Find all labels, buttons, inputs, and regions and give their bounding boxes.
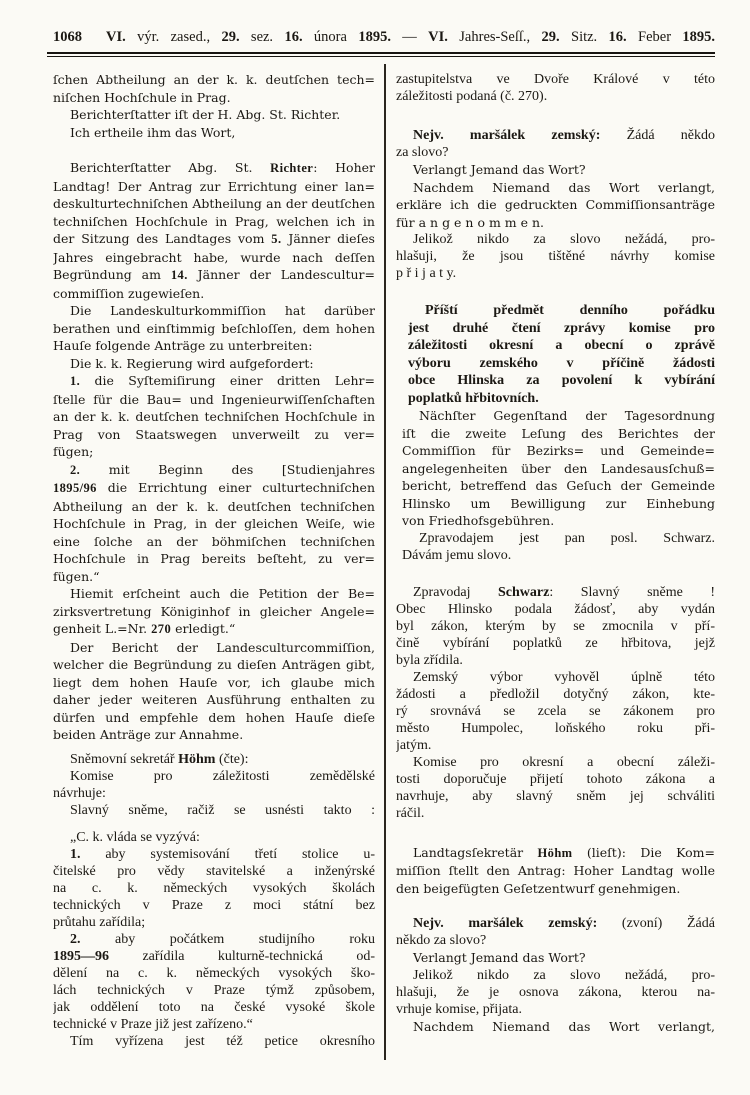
paragraph (396, 967, 715, 1018)
paragraph (53, 355, 375, 373)
text-line: tosti doporučuje přijetí tohoto zákona a (396, 771, 715, 787)
text-line: město Humpolec, loňského roku při- (396, 720, 715, 736)
text-line: dělení na c. k. německých vysokých ško- (53, 965, 375, 981)
paragraph (53, 829, 375, 846)
text-line: daher jeder weiteren Ausführung enthalten zu (53, 692, 375, 707)
text-line: niſchen Hochſchule in Prag. (53, 89, 231, 105)
text-line: Hlinsko um Bewilligung zur Einhebung (402, 495, 715, 511)
text-line: an der k. k. deutſchen techniſchen Hochſchule in (53, 409, 375, 424)
text-line: vrhuje komise, přijata. (396, 1001, 522, 1017)
text-line: ſchen Abtheilung an der k. k. deutſchen tech= (53, 72, 375, 87)
text-line: rý srovnává se zcela se zákonem pro (396, 703, 715, 719)
paragraph (53, 931, 375, 1033)
text-line: beiden Anträge zur Annahme. (53, 727, 244, 742)
paragraph (53, 461, 375, 586)
text-line: průtahu zařídila; (53, 914, 146, 930)
text-line: der Sitzung des Landtages vom 5. Jänner dieſes (53, 231, 375, 246)
text-line: Berichterſtatter Abg. St. Richter: Hoher (70, 160, 375, 175)
text-line: jest druhé čtení zprávy komise pro (408, 320, 715, 336)
text-line: čitelské pro vědy stavitelské a inženýrské (53, 863, 375, 879)
text-line: welcher die Begründung zu dieſen Anträgen gibt, (53, 657, 375, 672)
text-line: Hauſe folgende Anträge zu unterbreiten: (53, 338, 313, 353)
text-line: jak oddělení toto na české vysoké škole (53, 999, 375, 1015)
paragraph (396, 949, 715, 967)
paragraph (396, 179, 715, 232)
text-line: Zpravodajem jest pan posl. Schwarz. (419, 530, 715, 546)
paragraph (53, 1033, 375, 1050)
text-line: hlašuji, že jsou tištěné návrhy komise (396, 249, 715, 264)
text-line: zirksvertretung Königinhof in gleicher Angele= (53, 603, 375, 619)
paragraph (53, 372, 375, 461)
text-line: Hochſchule in Prag, in der gleichen Weiſe, wie (53, 516, 375, 531)
text-line: angelegenheiten über den Landesausſchuß= (402, 460, 715, 476)
text-line: Jelikož nikdo za slovo nežádá, pro- (413, 967, 715, 983)
text-line: Tím vyřízena jest též petice okresního (70, 1033, 375, 1049)
paragraph (53, 846, 375, 931)
text-line: lách technických v Praze týmž způsobem, (53, 982, 375, 998)
text-line: ſtelle für die Bau= und Ingenieurwiſſenſchaften (53, 391, 375, 407)
text-line: Verlangt Jemand das Wort? (413, 162, 586, 177)
text-line: Abtheilung an der k. k. deutſchen techniſchen (53, 498, 375, 514)
text-line: 1895/96 die Errichtung einer culturtechniſchen (53, 480, 375, 495)
text-line: „C. k. vláda se vyzývá: (70, 829, 200, 845)
paragraph (53, 159, 375, 302)
text-line: Zemský výbor vyhověl úplně této (413, 669, 715, 685)
text-line: Komise pro okresní a obecní záleži- (413, 754, 715, 770)
text-line: Jahres eingebracht habe, wurde nach deſſen (53, 249, 375, 265)
text-line: Landtagsſekretär Höhm (lieſt): Die Kom= (413, 844, 715, 860)
paragraph (53, 768, 375, 802)
text-line: technických v Praze z moci státní bez (53, 897, 375, 913)
text-line: Slavný sněme, račiž se usnésti takto : (70, 802, 375, 818)
text-line: p ř i j a t y. (396, 266, 457, 281)
text-line: jatým. (396, 737, 432, 753)
text-line: techniſchen Hochſchule in Prag, welchen ich in (53, 213, 375, 229)
text-line: dürfen und empfehle dem hohen Hauſe dieſe (53, 709, 375, 725)
text-line: 1. aby systemisování třetí stolice u- (70, 846, 375, 862)
text-line: poplatků hřbitovních. (408, 390, 539, 406)
text-line: 2. aby počátkem studijního roku (70, 931, 375, 947)
paragraph (396, 161, 715, 179)
text-line: miſſion ſtellt den Antrag: Hoher Landtag wolle (396, 863, 715, 878)
text-line: Ich ertheile ihm das Wort, (70, 124, 236, 140)
left-column (53, 71, 375, 1050)
text-line: iſt die zweite Leſung des Berichtes der (402, 425, 715, 441)
paragraph (53, 71, 375, 106)
text-line: výboru zemského v příčině žádosti (408, 355, 715, 371)
text-line: Nachdem Niemand das Wort verlangt, (413, 1018, 715, 1034)
paragraph (53, 639, 375, 744)
text-line: čině vybírání poplatků ze hřbitova, jejž (396, 635, 715, 651)
text-line: erkläre ich die gedruckten Commiſſionsanträge (396, 197, 715, 212)
column-divider (384, 64, 386, 1060)
text-line: byla zřídila. (396, 652, 463, 668)
text-line: navrhuje, aby slavný sněm jej schváliti (396, 788, 715, 804)
text-line: berathen und einſtimmig beſchloſſen, dem hohen (53, 320, 375, 336)
text-line: Begründung am 14. Jänner der Landescultur= (53, 267, 375, 282)
page-number: 1068 (53, 29, 82, 45)
text-line: Komise pro záležitosti zemědělské (70, 768, 375, 784)
text-line: bericht, betreffend das Geſuch der Gemeinde (402, 478, 715, 493)
text-line: Jelikož nikdo za slovo nežádá, pro- (413, 232, 715, 247)
page-header (53, 29, 715, 46)
text-line: genheit L.=Nr. 270 erledigt.“ (53, 621, 236, 636)
text-line: Commiſſion für Bezirks= und Gemeinde= (402, 443, 715, 458)
paragraph (53, 585, 375, 639)
text-line: záležitosti okresní a obecní o zprávě (408, 338, 715, 353)
text-line: byl zákon, kterým by se zmocnila v pří- (396, 618, 715, 634)
paragraph (53, 802, 375, 819)
paragraph (396, 754, 715, 822)
text-line: návrhuje: (53, 785, 106, 801)
text-line: Příští předmět denního pořádku (425, 303, 715, 318)
text-line: Zpravodaj Schwarz: Slavný sněme ! (413, 584, 715, 600)
header-title: VI. výr. zased., 29. sez. 16. února 1895. — VI. Jahres-Seſſ., 29. Sitz. 16. Feber 1895. (106, 29, 715, 45)
text-line: deskulturtechniſchen Abtheilung an der deutſchen (53, 196, 375, 211)
header-rule (47, 52, 715, 57)
text-line: Sněmovní sekretář Höhm (čte): (70, 751, 249, 767)
text-line: ráčil. (396, 805, 425, 821)
text-line: Nejv. maršálek zemský: Žádá někdo (413, 128, 715, 143)
text-line: Der Bericht der Landesculturcommiſſion, (70, 639, 375, 655)
text-line: 2. mit Beginn des [Studienjahres (70, 461, 375, 477)
text-line: technické v Praze již jest zařízeno.“ (53, 1016, 253, 1032)
paragraph (53, 106, 375, 124)
text-line: někdo za slovo? (396, 933, 487, 948)
text-line: Hochſchule in Prag bereits beſteht, zu ver= (53, 551, 375, 566)
text-line: na c. k. německých vysokých školách (53, 880, 375, 896)
text-line: den beigefügten Geſetzentwurf genehmigen. (396, 880, 681, 896)
text-line: Hiemit erſcheint auch die Petition der Be= (70, 586, 375, 601)
text-line: commiſſion zugewieſen. (53, 285, 205, 301)
paragraph (396, 530, 715, 564)
text-line: Nejv. maršálek zemský: (zvoní) Žádá (413, 916, 715, 931)
text-line: Berichterſtatter iſt der H. Abg. St. Richter. (70, 107, 341, 122)
text-line: zastupitelstva ve Dvoře Králové v této (396, 72, 715, 87)
text-line: Dávám jemu slovo. (402, 547, 512, 563)
text-line: liegt dem hohen Hauſe vor, ich glaube mich (53, 674, 375, 690)
paragraph (53, 751, 375, 768)
text-line: fügen; (53, 444, 94, 459)
paragraph (396, 584, 715, 669)
paragraph (396, 231, 715, 282)
text-line: von Friedhofsgebühren. (402, 513, 555, 528)
text-line: Die Landeskulturkommiſſion hat darüber (70, 303, 375, 318)
text-line: hlašuji, že je osnova zákona, kterou na- (396, 984, 715, 1000)
text-line: záležitosti podaná (č. 270). (396, 89, 548, 104)
text-line: Verlangt Jemand das Wort? (413, 950, 586, 965)
paragraph (396, 1018, 715, 1036)
text-line: za slovo? (396, 145, 449, 160)
text-line: Landtag! Der Antrag zur Errichtung einer lan= (53, 178, 375, 194)
paragraph (396, 127, 715, 161)
text-line: Obec Hlinsko podala žádosť, aby vydán (396, 601, 715, 617)
right-column (396, 71, 715, 1035)
paragraph (396, 71, 715, 105)
text-line: Nachdem Niemand das Wort verlangt, (413, 179, 715, 195)
paragraph (53, 302, 375, 355)
text-line: für a n g e n o m m e n. (396, 214, 544, 230)
text-line: Die k. k. Regierung wird aufgefordert: (70, 355, 314, 371)
text-line: Nächſter Gegenſtand der Tagesordnung (419, 408, 715, 423)
text-line: obce Hlinska za povolení k vybírání (408, 373, 715, 388)
paragraph (396, 844, 715, 898)
paragraph (396, 302, 715, 407)
text-line: Prag von Staatswegen unverweilt zu ver= (53, 426, 375, 442)
text-line: fügen.“ (53, 568, 100, 584)
paragraph (396, 669, 715, 754)
text-line: 1895—96 zařídila kulturně-technická od- (53, 948, 375, 964)
paragraph (396, 407, 715, 530)
paragraph (53, 124, 375, 142)
text-line: žádosti a předložil dotyčný zákon, kte- (396, 686, 715, 702)
paragraph (396, 915, 715, 949)
text-line: 1. die Syſtemiſirung einer dritten Lehr= (70, 373, 375, 388)
text-line: eine ſolche an der böhmiſchen techniſchen (53, 533, 375, 549)
